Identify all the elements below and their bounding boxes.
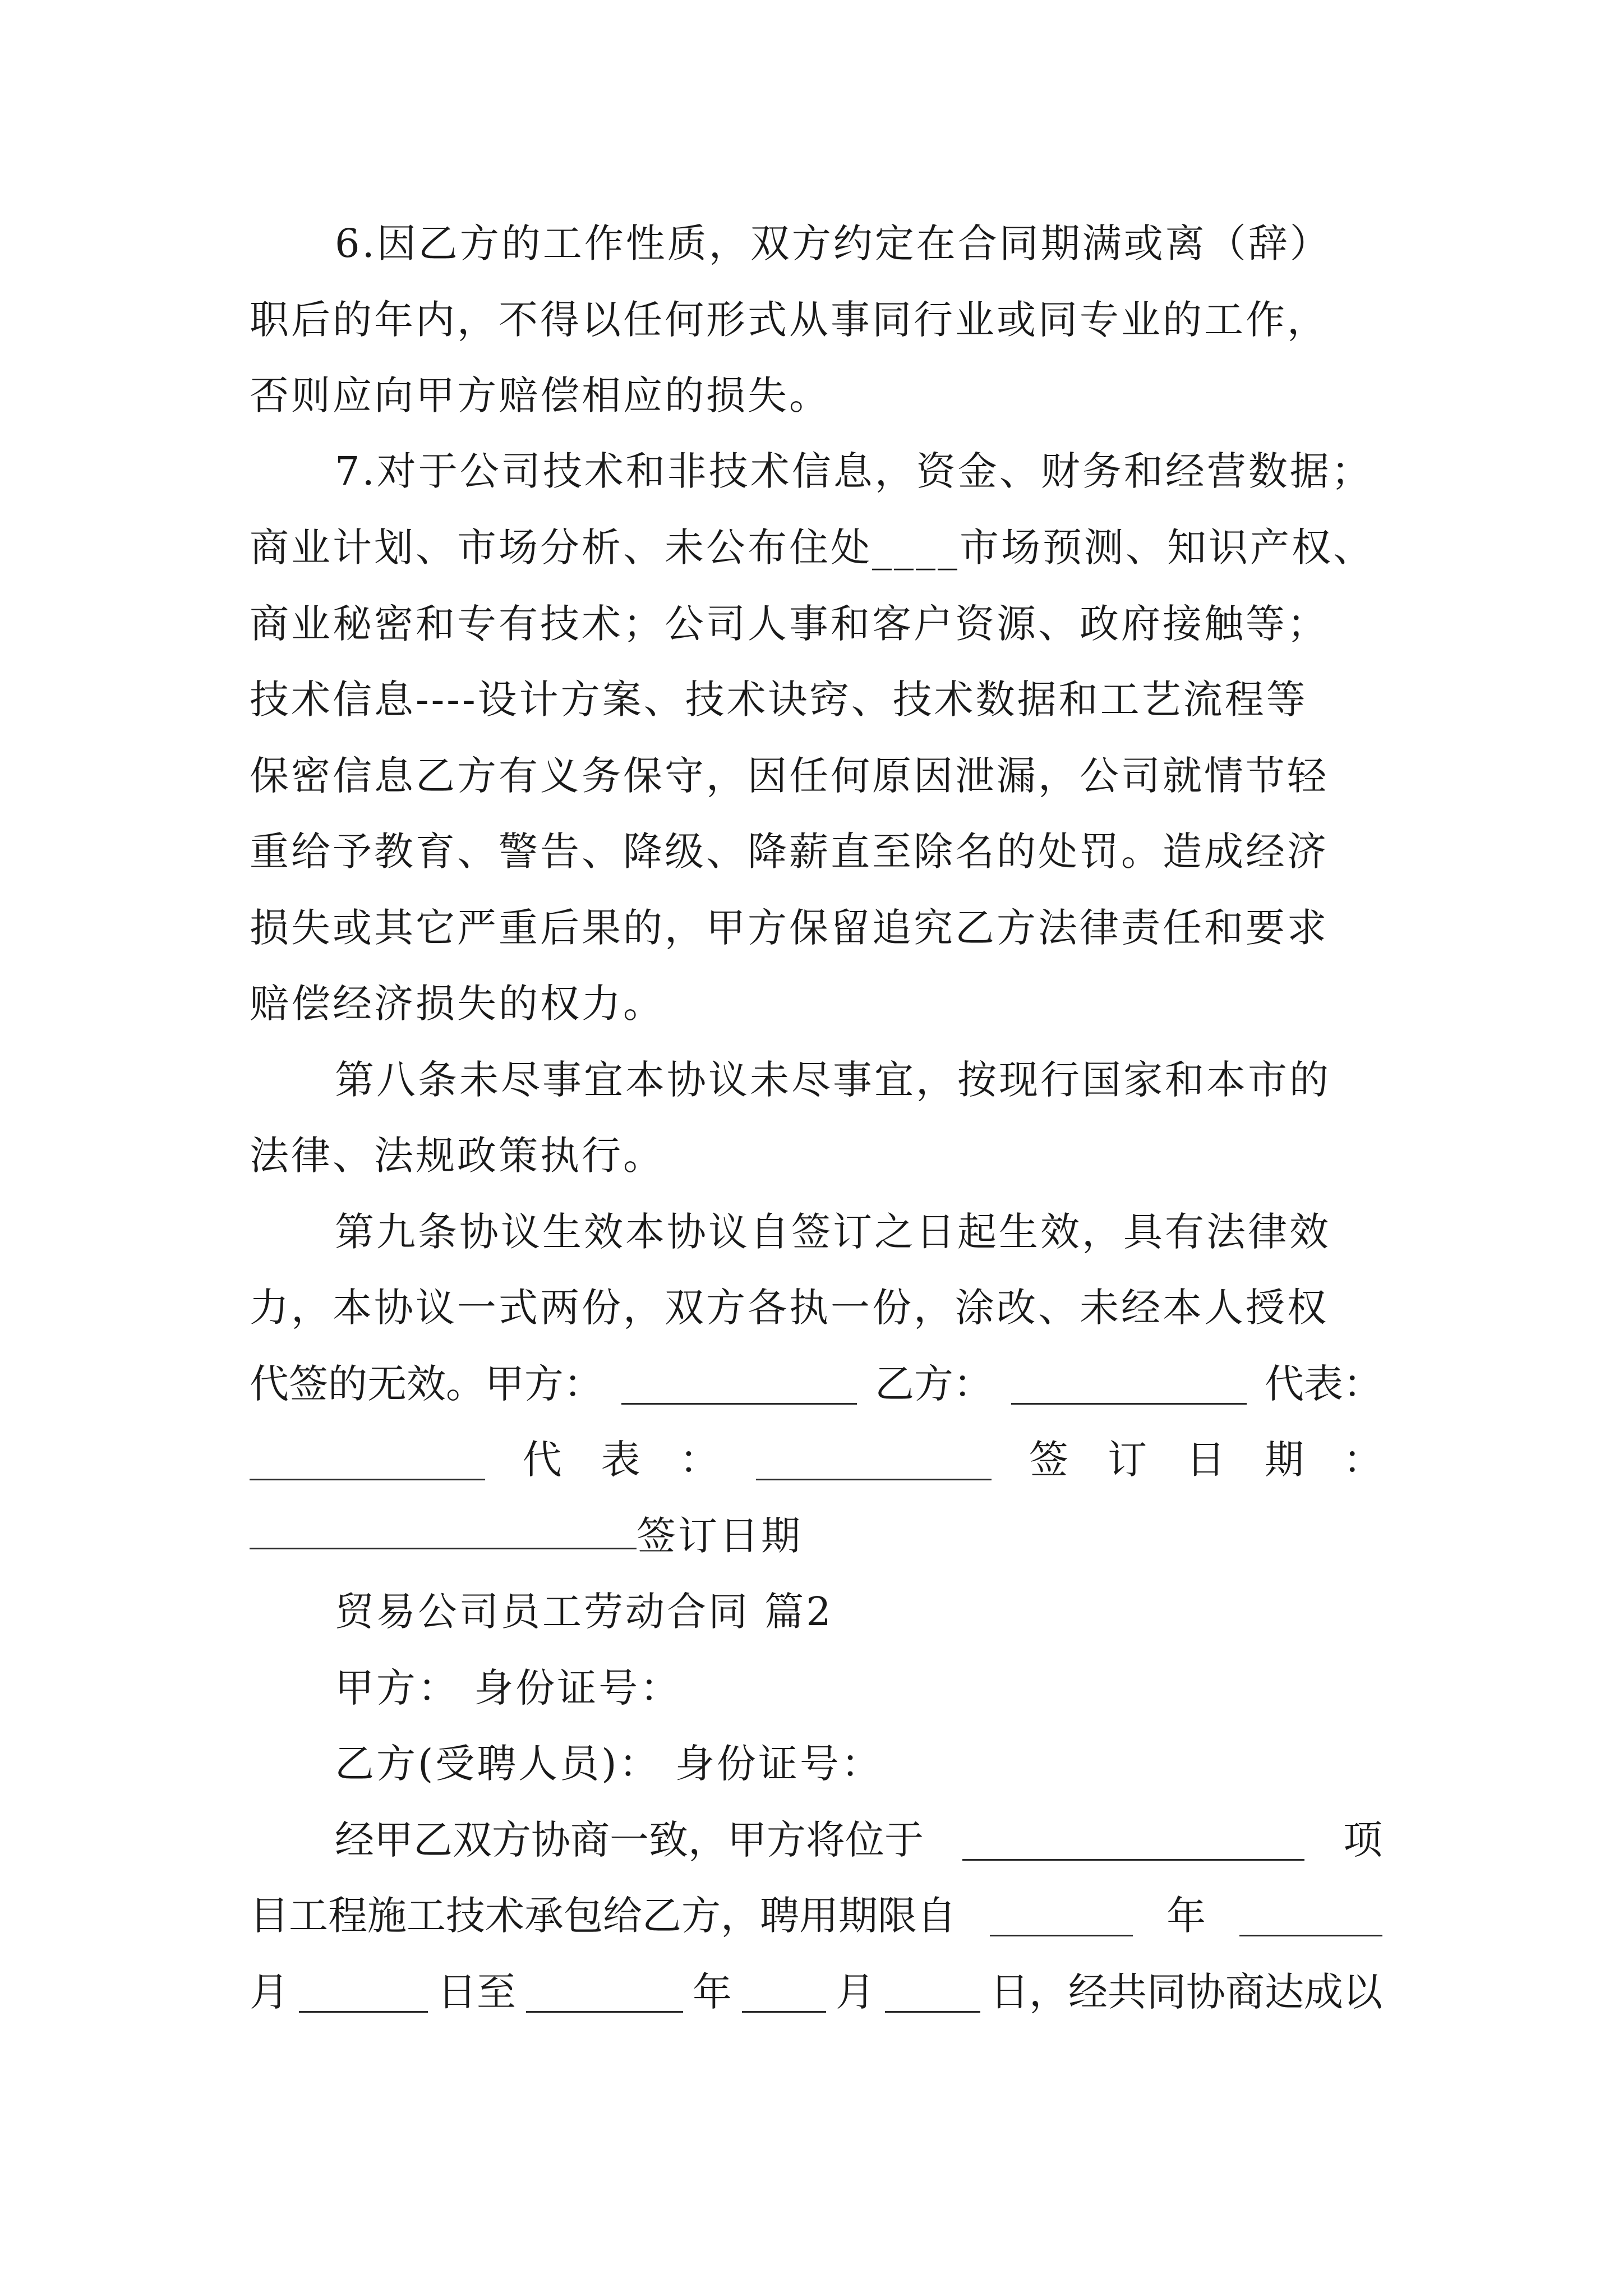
- paragraph-line: 保密信息乙方有义务保守，因任何原因泄漏，公司就情节轻: [250, 753, 1329, 799]
- rep-blank: [250, 1439, 485, 1480]
- paragraph-line: 损失或其它严重后果的，甲方保留追究乙方法律责任和要求: [250, 905, 1329, 951]
- paragraph-line: [250, 1958, 1382, 2026]
- paragraph-line: 技术信息----设计方案、技术诀窍、技术数据和工艺流程等: [250, 677, 1308, 723]
- para-text: 目工程施工技术承包给乙方，聘用期限自: [250, 1893, 956, 1939]
- paragraph-line: 7.对于公司技术和非技术信息，资金、财务和经营数据；: [335, 448, 1373, 494]
- section-title: 贸易公司员工劳动合同 篇2: [335, 1589, 833, 1635]
- paragraph-line: 商业计划、市场分析、未公布住处____市场预测、知识产权、: [250, 524, 1375, 570]
- sign-date-label: 签 订 日 期 ：: [1029, 1437, 1382, 1483]
- paragraph-line: [250, 1882, 1382, 1949]
- paragraph-line: 第八条未尽事宜本协议未尽事宜，按现行国家和本市的: [335, 1057, 1331, 1103]
- para-text: 日，经共同协商达成以: [990, 1969, 1382, 2015]
- paragraph-line: 6.因乙方的工作性质，双方约定在合同期满或离（辞）: [335, 220, 1331, 266]
- paragraph-line: 商业秘密和专有技术；公司人事和客户资源、政府接触等；: [250, 601, 1329, 647]
- paragraph-line: 第九条协议生效本协议自签订之日起生效，具有法律效: [335, 1209, 1331, 1255]
- paragraph-line: [250, 1806, 1382, 1874]
- para-text: 经甲乙双方协商一致，甲方将位于: [335, 1817, 924, 1863]
- para-text: 月: [836, 1969, 875, 2015]
- sign-prefix: 代签的无效。甲方：: [250, 1361, 603, 1407]
- month-blank: [1239, 1895, 1382, 1936]
- sign-date-label: 签订日期: [637, 1513, 803, 1559]
- day-blank: [299, 1972, 428, 2013]
- year-blank: [526, 1972, 683, 2013]
- rep-label: 代表：: [1265, 1361, 1382, 1407]
- party-a-line: 甲方： 身份证号：: [335, 1665, 682, 1711]
- party-b-label: 乙方：: [875, 1361, 993, 1407]
- rep-label: 代 表 ：: [522, 1437, 719, 1483]
- signature-row: [250, 1502, 1382, 1570]
- party-b-blank: [1011, 1364, 1247, 1405]
- year-blank: [990, 1895, 1133, 1936]
- party-a-blank: [621, 1364, 857, 1405]
- paragraph-line: 职后的年内，不得以任何形式从事同行业或同专业的工作，: [250, 297, 1329, 343]
- para-text: 月: [250, 1969, 289, 2015]
- paragraph-line: 力，本协议一式两份，双方各执一份，涂改、未经本人授权: [250, 1285, 1329, 1331]
- day-blank: [885, 1972, 980, 2013]
- location-blank: [962, 1820, 1304, 1861]
- rep-blank: [756, 1439, 992, 1480]
- paragraph-line: 重给予教育、警告、降级、降薪直至除名的处罚。造成经济: [250, 829, 1329, 875]
- paragraph-line: 法律、法规政策执行。: [250, 1133, 665, 1179]
- para-text: 年: [1166, 1893, 1206, 1939]
- signature-row: [250, 1426, 1382, 1493]
- date-blank: [250, 1508, 637, 1549]
- paragraph-line: 否则应向甲方赔偿相应的损失。: [250, 372, 831, 418]
- para-text: 年: [693, 1969, 732, 2015]
- signature-row: [250, 1350, 1382, 1418]
- party-b-line: 乙方(受聘人员)： 身份证号：: [335, 1741, 883, 1787]
- para-text: 日至: [437, 1969, 516, 2015]
- paragraph-line: 赔偿经济损失的权力。: [250, 981, 665, 1027]
- para-text: 项: [1343, 1817, 1382, 1863]
- month-blank: [742, 1972, 826, 2013]
